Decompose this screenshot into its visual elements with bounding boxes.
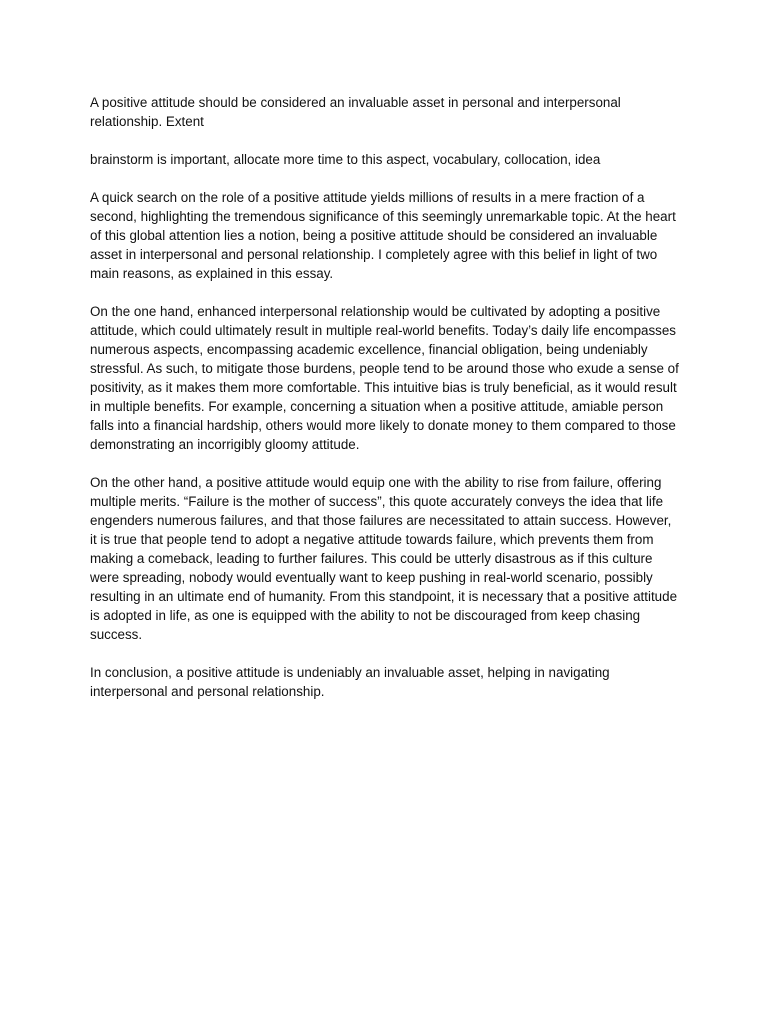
document-body	[90, 93, 680, 720]
body-paragraph-2: On the other hand, a positive attitude would equip one with the ability to rise from failure, offering multiple merits. “Failure is the mother of success”, this quote accurately conveys the idea that life engenders numerous failures, and that those failures are necessitated to attain success. However, it is true that people tend to adopt a negative attitude towards failure, which prevents them from making a comeback, leading to further failures. This could be utterly disastrous as if this culture were spreading, nobody would eventually want to keep pushing in real-world scenario, possibly resulting in an ultimate end of humanity. From this standpoint, it is necessary that a positive attitude is adopted in life, as one is equipped with the ability to not be discouraged from keep chasing success.	[90, 475, 678, 642]
body-paragraph-1: On the one hand, enhanced interpersonal relationship would be cultivated by adopting a positive attitude, which could ultimately result in multiple real-world benefits. Today’s daily life encompasses numerous aspects, encompassing academic excellence, financial obligation, being undeniably stressful. As such, to mitigate those burdens, people tend to be around those who exude a sense of positivity, as it makes them more comfortable. This intuitive bias is truly beneficial, as it would result in multiple benefits. For example, concerning a situation when a positive attitude, amiable person falls into a financial hardship, others would more likely to donate money to them compared to those demonstrating an incorrigibly gloomy attitude.	[90, 304, 679, 452]
brainstorm-note: brainstorm is important, allocate more time to this aspect, vocabulary, collocation, idea	[90, 152, 601, 167]
conclusion-paragraph: In conclusion, a positive attitude is undeniably an invaluable asset, helping in navigating interpersonal and personal relationship.	[90, 665, 610, 699]
introduction-paragraph: A quick search on the role of a positive attitude yields millions of results in a mere fraction of a second, highlighting the tremendous significance of this seemingly unremarkable topic. At the heart of this global attention lies a notion, being a positive attitude should be considered an invaluable asset in interpersonal and personal relationship. I completely agree with this belief in light of two main reasons, as explained in this essay.	[90, 190, 676, 281]
essay-prompt: A positive attitude should be considered an invaluable asset in personal and interpersonal relationship. Extent	[90, 95, 621, 129]
